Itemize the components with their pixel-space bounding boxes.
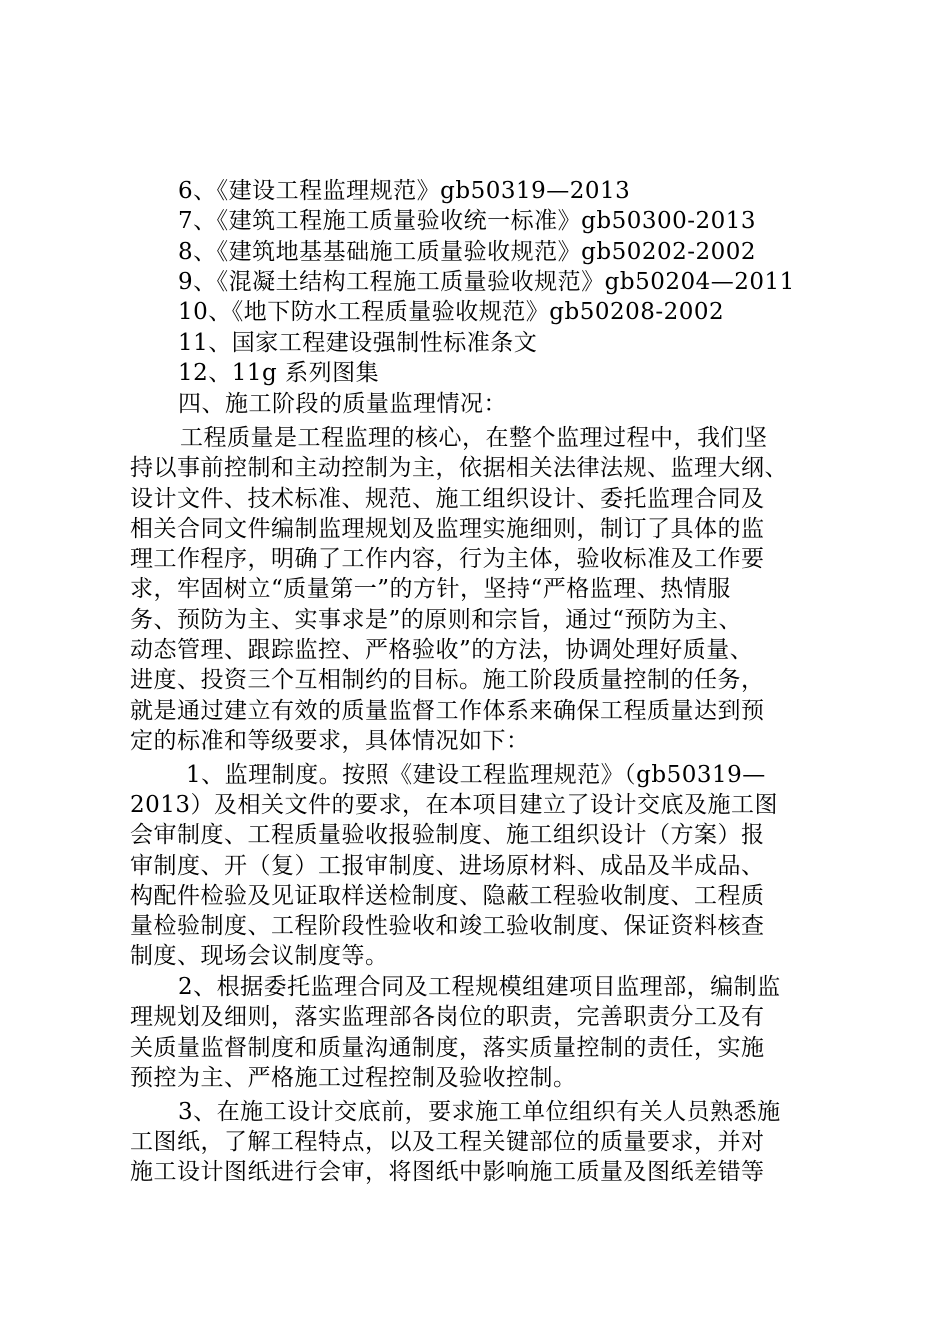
paragraph-line: 会审制度、工程质量验收报验制度、施工组织设计（方案）报 — [130, 822, 765, 848]
section-heading: 四、施工阶段的质量监理情况： — [178, 391, 507, 417]
reference-item: 11、国家工程建设强制性标准条文 — [178, 330, 538, 356]
paragraph-line: 审制度、开（复）工报审制度、进场原材料、成品及半成品、 — [130, 853, 765, 879]
reference-item: 8、《建筑地基基础施工质量验收规范》gb50202-2002 — [178, 239, 757, 265]
paragraph-line: 制度、现场会议制度等。 — [130, 943, 389, 969]
paragraph-line: 3、在施工设计交底前，要求施工单位组织有关人员熟悉施 — [178, 1099, 781, 1125]
reference-item: 10、《地下防水工程质量验收规范》gb50208-2002 — [178, 299, 725, 325]
reference-item: 12、11g 系列图集 — [178, 360, 380, 386]
paragraph-line: 量检验制度、工程阶段性验收和竣工验收制度、保证资料核查 — [130, 913, 765, 939]
reference-item: 9、《混凝土结构工程施工质量验收规范》gb50204—2011 — [178, 269, 795, 295]
paragraph-line: 2013）及相关文件的要求，在本项目建立了设计交底及施工图 — [130, 792, 779, 818]
reference-item: 6、《建设工程监理规范》gb50319—2013 — [178, 178, 631, 204]
paragraph-line: 定的标准和等级要求，具体情况如下： — [130, 728, 530, 754]
paragraph-line: 工程质量是工程监理的核心，在整个监理过程中，我们坚 — [180, 425, 768, 451]
paragraph-line: 关质量监督制度和质量沟通制度，落实质量控制的责任，实施 — [130, 1035, 765, 1061]
paragraph-line: 施工设计图纸进行会审，将图纸中影响施工质量及图纸差错等 — [130, 1159, 765, 1185]
paragraph-line: 设计文件、技术标准、规范、施工组织设计、委托监理合同及 — [130, 486, 765, 512]
paragraph-line: 务、预防为主、实事求是”的原则和宗旨，通过“预防为主、 — [130, 607, 743, 633]
paragraph-line: 求，牢固树立“质量第一”的方针，坚持“严格监理、热情服 — [130, 576, 731, 602]
paragraph-line: 1、监理制度。按照《建设工程监理规范》（gb50319— — [186, 762, 766, 788]
paragraph-line: 相关合同文件编制监理规划及监理实施细则，制订了具体的监 — [130, 516, 765, 542]
paragraph-line: 构配件检验及见证取样送检制度、隐蔽工程验收制度、工程质 — [130, 883, 765, 909]
paragraph-line: 动态管理、跟踪监控、严格验收”的方法，协调处理好质量、 — [130, 637, 754, 663]
paragraph-line: 预控为主、严格施工过程控制及验收控制。 — [130, 1065, 577, 1091]
reference-item: 7、《建筑工程施工质量验收统一标准》gb50300-2013 — [178, 208, 757, 234]
paragraph-line: 进度、投资三个互相制约的目标。施工阶段质量控制的任务， — [130, 667, 765, 693]
paragraph-line: 2、根据委托监理合同及工程规模组建项目监理部，编制监 — [178, 974, 781, 1000]
paragraph-line: 理规划及细则，落实监理部各岗位的职责，完善职责分工及有 — [130, 1004, 765, 1030]
paragraph-line: 理工作程序，明确了工作内容，行为主体，验收标准及工作要 — [130, 546, 765, 572]
paragraph-line: 工图纸，了解工程特点，以及工程关键部位的质量要求，并对 — [130, 1129, 765, 1155]
paragraph-line: 就是通过建立有效的质量监督工作体系来确保工程质量达到预 — [130, 698, 765, 724]
paragraph-line: 持以事前控制和主动控制为主，依据相关法律法规、监理大纲、 — [130, 455, 788, 481]
